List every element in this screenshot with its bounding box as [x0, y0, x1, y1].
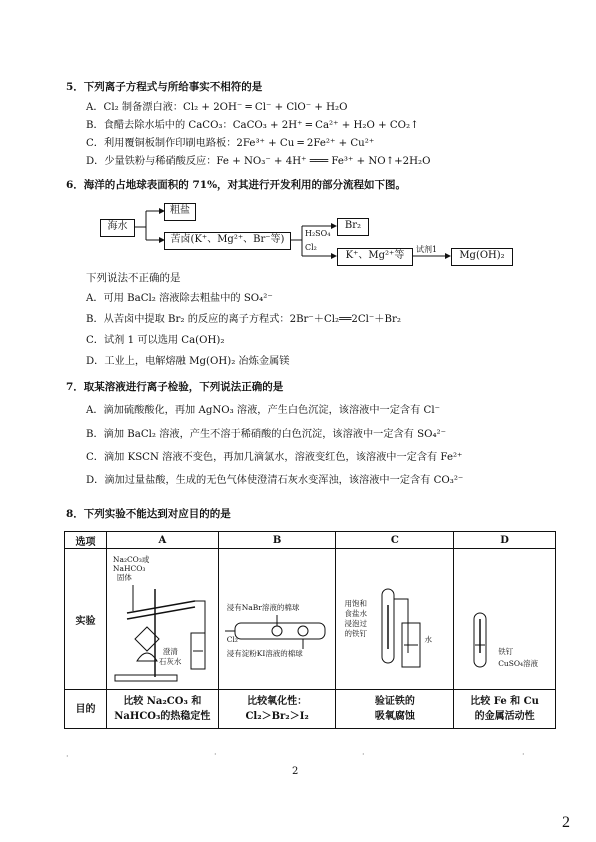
experiment-d — [454, 549, 556, 690]
q5-option-c: C．利用覆铜板制作印刷电路板：2Fe³⁺ + Cu ═ 2Fe²⁺ + Cu²⁺ — [86, 138, 375, 149]
purpose-d — [454, 690, 556, 729]
exp-c-water-label: 水 — [424, 635, 432, 644]
purpose-a-line-1: 比较 Na₂CO₃ 和 — [123, 696, 202, 707]
purpose-c — [336, 690, 454, 729]
purpose-d-line-2: 的金属活动性 — [474, 711, 535, 722]
purpose-b-line-2: Cl₂＞Br₂＞I₂ — [245, 711, 309, 722]
exp-c-label-4: 的铁钉 — [344, 629, 367, 638]
purpose-b-line-1: 比较氧化性： — [247, 696, 308, 707]
purpose-c-line-2: 吸氧腐蚀 — [374, 711, 415, 722]
q7-stem: 7．取某溶液进行离子检验，下列说法正确的是 — [66, 381, 284, 393]
q5-option-b: B．食醋去除水垢中的 CaCO₃：CaCO₃ + 2H⁺ ═ Ca²⁺ + H₂O + CO₂↑ — [86, 120, 419, 131]
exp-b-top-label: 浸有NaBr溶液的棉球 — [226, 603, 300, 612]
exp-a-solid-label: Na₂CO₃或 — [112, 555, 150, 564]
flow-ions: K⁺、Mg²⁺等 — [337, 248, 413, 266]
row-label-purpose: 目的 — [65, 690, 107, 729]
table-head-option: 选项 — [65, 532, 107, 549]
page-number-center: 2 — [292, 766, 299, 777]
scan-dot: · — [66, 752, 69, 761]
exp-a-limewater-label: 澄清 — [162, 647, 178, 656]
q6-option-c: C．试剂 1 可以选用 Ca(OH)₂ — [86, 335, 225, 346]
exp-c-label-2: 食盐水 — [344, 609, 367, 618]
table-head-b: B — [218, 532, 336, 549]
q7-option-c: C．滴加 KSCN 溶液不变色，再加几滴氯水，溶液变红色，该溶液中一定含有 Fe²⁺ — [86, 452, 463, 463]
experiment-c — [336, 549, 454, 690]
table-head-c: C — [336, 532, 454, 549]
flow-reagent-cl2: Cl₂ — [305, 243, 317, 252]
corrosion-tube-icon — [336, 549, 454, 689]
purpose-a — [106, 690, 218, 729]
exp-b-gas-label: Cl₂ — [226, 635, 238, 644]
q7-option-a: A．滴加硫酸酸化，再加 AgNO₃ 溶液，产生白色沉淀，该溶液中一定含有 Cl⁻ — [86, 405, 440, 416]
flow-mgoh2: Mg(OH)₂ — [451, 248, 513, 266]
experiment-b — [218, 549, 336, 690]
table-head-a: A — [106, 532, 218, 549]
purpose-d-line-1: 比较 Fe 和 Cu — [470, 696, 539, 707]
purpose-c-line-1: 验证铁的 — [374, 696, 415, 707]
q5-option-a: A．Cl₂ 制备漂白液：Cl₂ + 2OH⁻ ═ Cl⁻ + ClO⁻ + H₂O — [86, 102, 348, 113]
purpose-a-line-2: NaHCO₃的热稳定性 — [114, 711, 211, 722]
q6-option-d: D．工业上，电解熔融 Mg(OH)₂ 冶炼金属镁 — [86, 356, 290, 367]
q6-option-a: A．可用 BaCl₂ 溶液除去粗盐中的 SO₄²⁻ — [86, 293, 273, 304]
q6-prompt: 下列说法不正确的是 — [86, 272, 181, 284]
exp-d-nail-label: 铁钉 — [498, 647, 514, 656]
purpose-b — [218, 690, 336, 729]
exp-c-label-3: 浸泡过 — [344, 619, 367, 628]
halogen-tube-icon — [219, 549, 337, 689]
q5-stem: 5．下列离子方程式与所给事实不相符的是 — [66, 81, 263, 93]
exp-c-label-1: 用饱和 — [344, 599, 367, 608]
flow-arrows — [0, 0, 596, 290]
row-label-experiment: 实验 — [65, 549, 107, 690]
experiment-a — [106, 549, 218, 690]
exp-a-solid-label-2: NaHCO₃ — [112, 564, 146, 573]
test-tube-icon — [454, 549, 556, 689]
page-number-corner: 2 — [562, 814, 570, 831]
scan-dot: · — [522, 750, 525, 759]
scan-dot: · — [214, 750, 217, 759]
heating-apparatus-icon — [107, 549, 219, 689]
q7-option-d: D．滴加过量盐酸，生成的无色气体使澄清石灰水变浑浊，该溶液中一定含有 CO₃²⁻ — [86, 475, 464, 486]
q5-option-d: D．少量铁粉与稀硝酸反应：Fe + NO₃⁻ + 4H⁺ ═══ Fe³⁺ + NO↑+2H₂O — [86, 156, 431, 167]
exp-a-solid-label-3: 固体 — [116, 573, 132, 582]
q7-option-b: B．滴加 BaCl₂ 溶液，产生不溶于稀硝酸的白色沉淀，该溶液中一定含有 SO₄²⁻ — [86, 429, 447, 440]
q6-stem: 6．海洋的占地球表面积的 71%，对其进行开发利用的部分流程如下图。 — [66, 179, 407, 191]
exp-b-bottom-label: 浸有淀粉KI溶液的棉球 — [226, 649, 303, 658]
experiment-table — [64, 531, 556, 729]
flow-coarse-salt: 粗盐 — [164, 203, 196, 221]
flow-reagent-h2so4: H₂SO₄ — [305, 229, 331, 238]
flow-bittern: 苦卤(K⁺、Mg²⁺、Br⁻等) — [164, 232, 291, 250]
q6-option-b: B．从苦卤中提取 Br₂ 的反应的离子方程式：2Br⁻＋Cl₂══2Cl⁻＋Br₂ — [86, 314, 401, 325]
table-head-d: D — [454, 532, 556, 549]
flow-seawater: 海水 — [100, 219, 135, 237]
q8-stem: 8．下列实验不能达到对应目的的是 — [66, 508, 231, 520]
exp-d-solution-label: CuSO₄溶液 — [498, 659, 539, 668]
exp-a-limewater-label-2: 石灰水 — [158, 657, 182, 666]
flow-reagent1: 试剂1 — [416, 245, 438, 254]
scan-dot: · — [362, 750, 365, 759]
flow-br2: Br₂ — [337, 218, 369, 236]
